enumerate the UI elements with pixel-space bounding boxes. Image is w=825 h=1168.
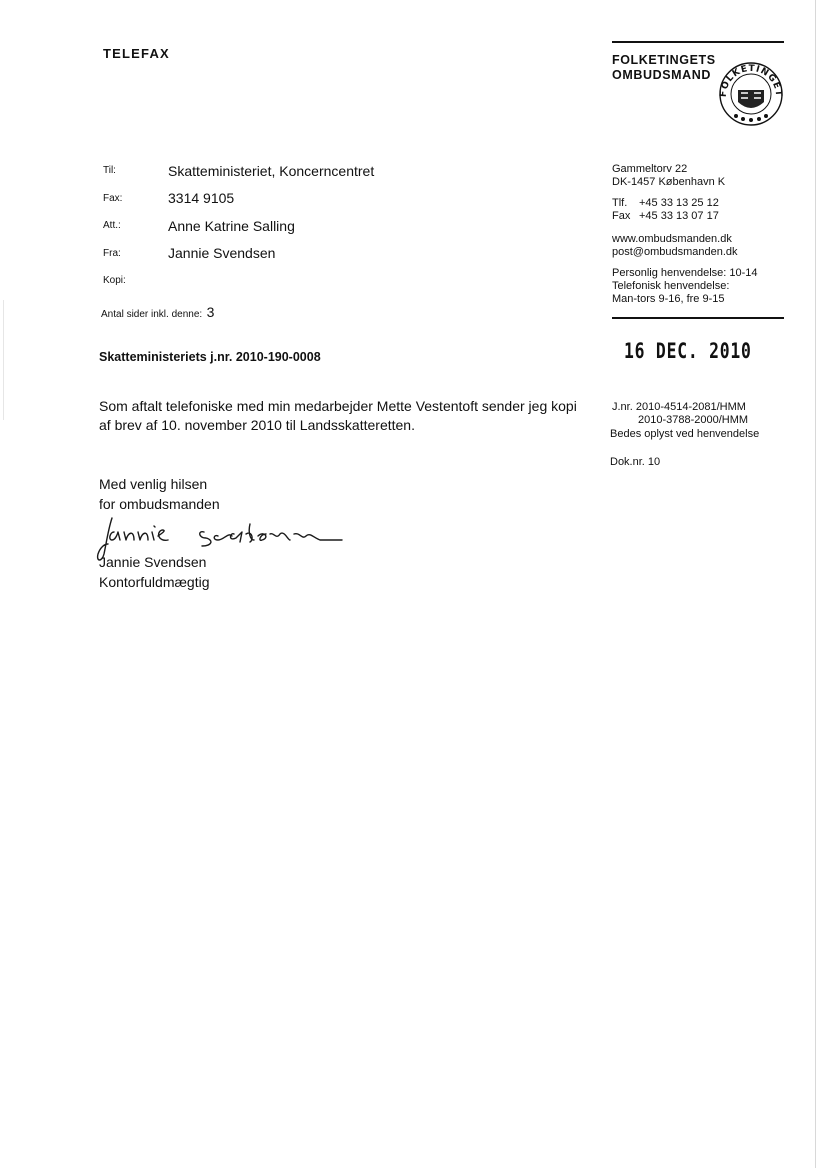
fax-value: 3314 9105 (168, 190, 235, 206)
body-text (99, 397, 589, 435)
fax-label: Fax (612, 210, 631, 222)
signer-name: Jannie Svendsen (99, 554, 207, 570)
journal-number-1: J.nr. 2010-4514-2081/HMM (612, 401, 746, 413)
web-contact (612, 233, 738, 259)
subject-line: Skatteministeriets j.nr. 2010-190-0008 (99, 350, 321, 364)
from-label: Fra: (103, 248, 121, 259)
date-stamp: 16 DEC. 2010 (624, 339, 752, 363)
closing-on-behalf: for ombudsmanden (99, 496, 220, 512)
scan-edge-line (815, 0, 816, 1168)
page-count-value: 3 (206, 304, 215, 320)
contact-numbers (612, 197, 719, 223)
reference-note: Bedes oplyst ved henvendelse (610, 428, 760, 440)
page-count (101, 304, 214, 322)
att-value: Anne Katrine Salling (168, 218, 295, 234)
phone-contact-label: Telefonisk henvendelse: (612, 280, 730, 292)
personal-hours: Personlig henvendelse: 10-14 (612, 267, 758, 279)
address-block (612, 163, 725, 189)
body-line-1: Som aftalt telefoniske med min medarbejder Mette Vestentoft sender jeg kopi (99, 398, 577, 414)
copy-label: Kopi: (103, 275, 126, 286)
organization-name-line1: FOLKETINGETS (612, 53, 716, 67)
phone-hours: Man-tors 9-16, fre 9-15 (612, 293, 725, 305)
email: post@ombudsmanden.dk (612, 246, 738, 258)
journal-number-2: 2010-3788-2000/HMM (638, 414, 749, 426)
organization-name-line2: OMBUDSMAND (612, 68, 712, 82)
header-rule (612, 41, 784, 43)
organization-name (612, 53, 716, 83)
to-label: Til: (103, 165, 116, 176)
page-count-label: Antal sider inkl. denne: (101, 309, 203, 320)
seal-text: FOLKETINGET (718, 63, 784, 98)
from-value: Jannie Svendsen (168, 245, 276, 261)
opening-hours (612, 267, 758, 306)
address-rule (612, 317, 784, 319)
body-line-2: af brev af 10. november 2010 til Landsskatteretten. (99, 417, 415, 433)
city: DK-1457 København K (612, 176, 726, 188)
closing-greeting: Med venlig hilsen (99, 476, 208, 492)
website: www.ombudsmanden.dk (612, 233, 732, 245)
street: Gammeltorv 22 (612, 163, 688, 175)
fax-label: Fax: (103, 193, 123, 204)
folketinget-seal-icon (718, 60, 784, 128)
fax-number: +45 33 13 07 17 (639, 210, 719, 222)
phone-label: Tlf. (612, 197, 628, 209)
att-label: Att.: (103, 220, 121, 231)
scan-edge-line (3, 300, 4, 420)
document-number: Dok.nr. 10 (610, 456, 661, 468)
document-title: TELEFAX (103, 46, 170, 61)
signer-title: Kontorfuldmægtig (99, 574, 210, 590)
phone-number: +45 33 13 25 12 (639, 197, 719, 209)
to-value: Skatteministeriet, Koncerncentret (168, 163, 375, 179)
